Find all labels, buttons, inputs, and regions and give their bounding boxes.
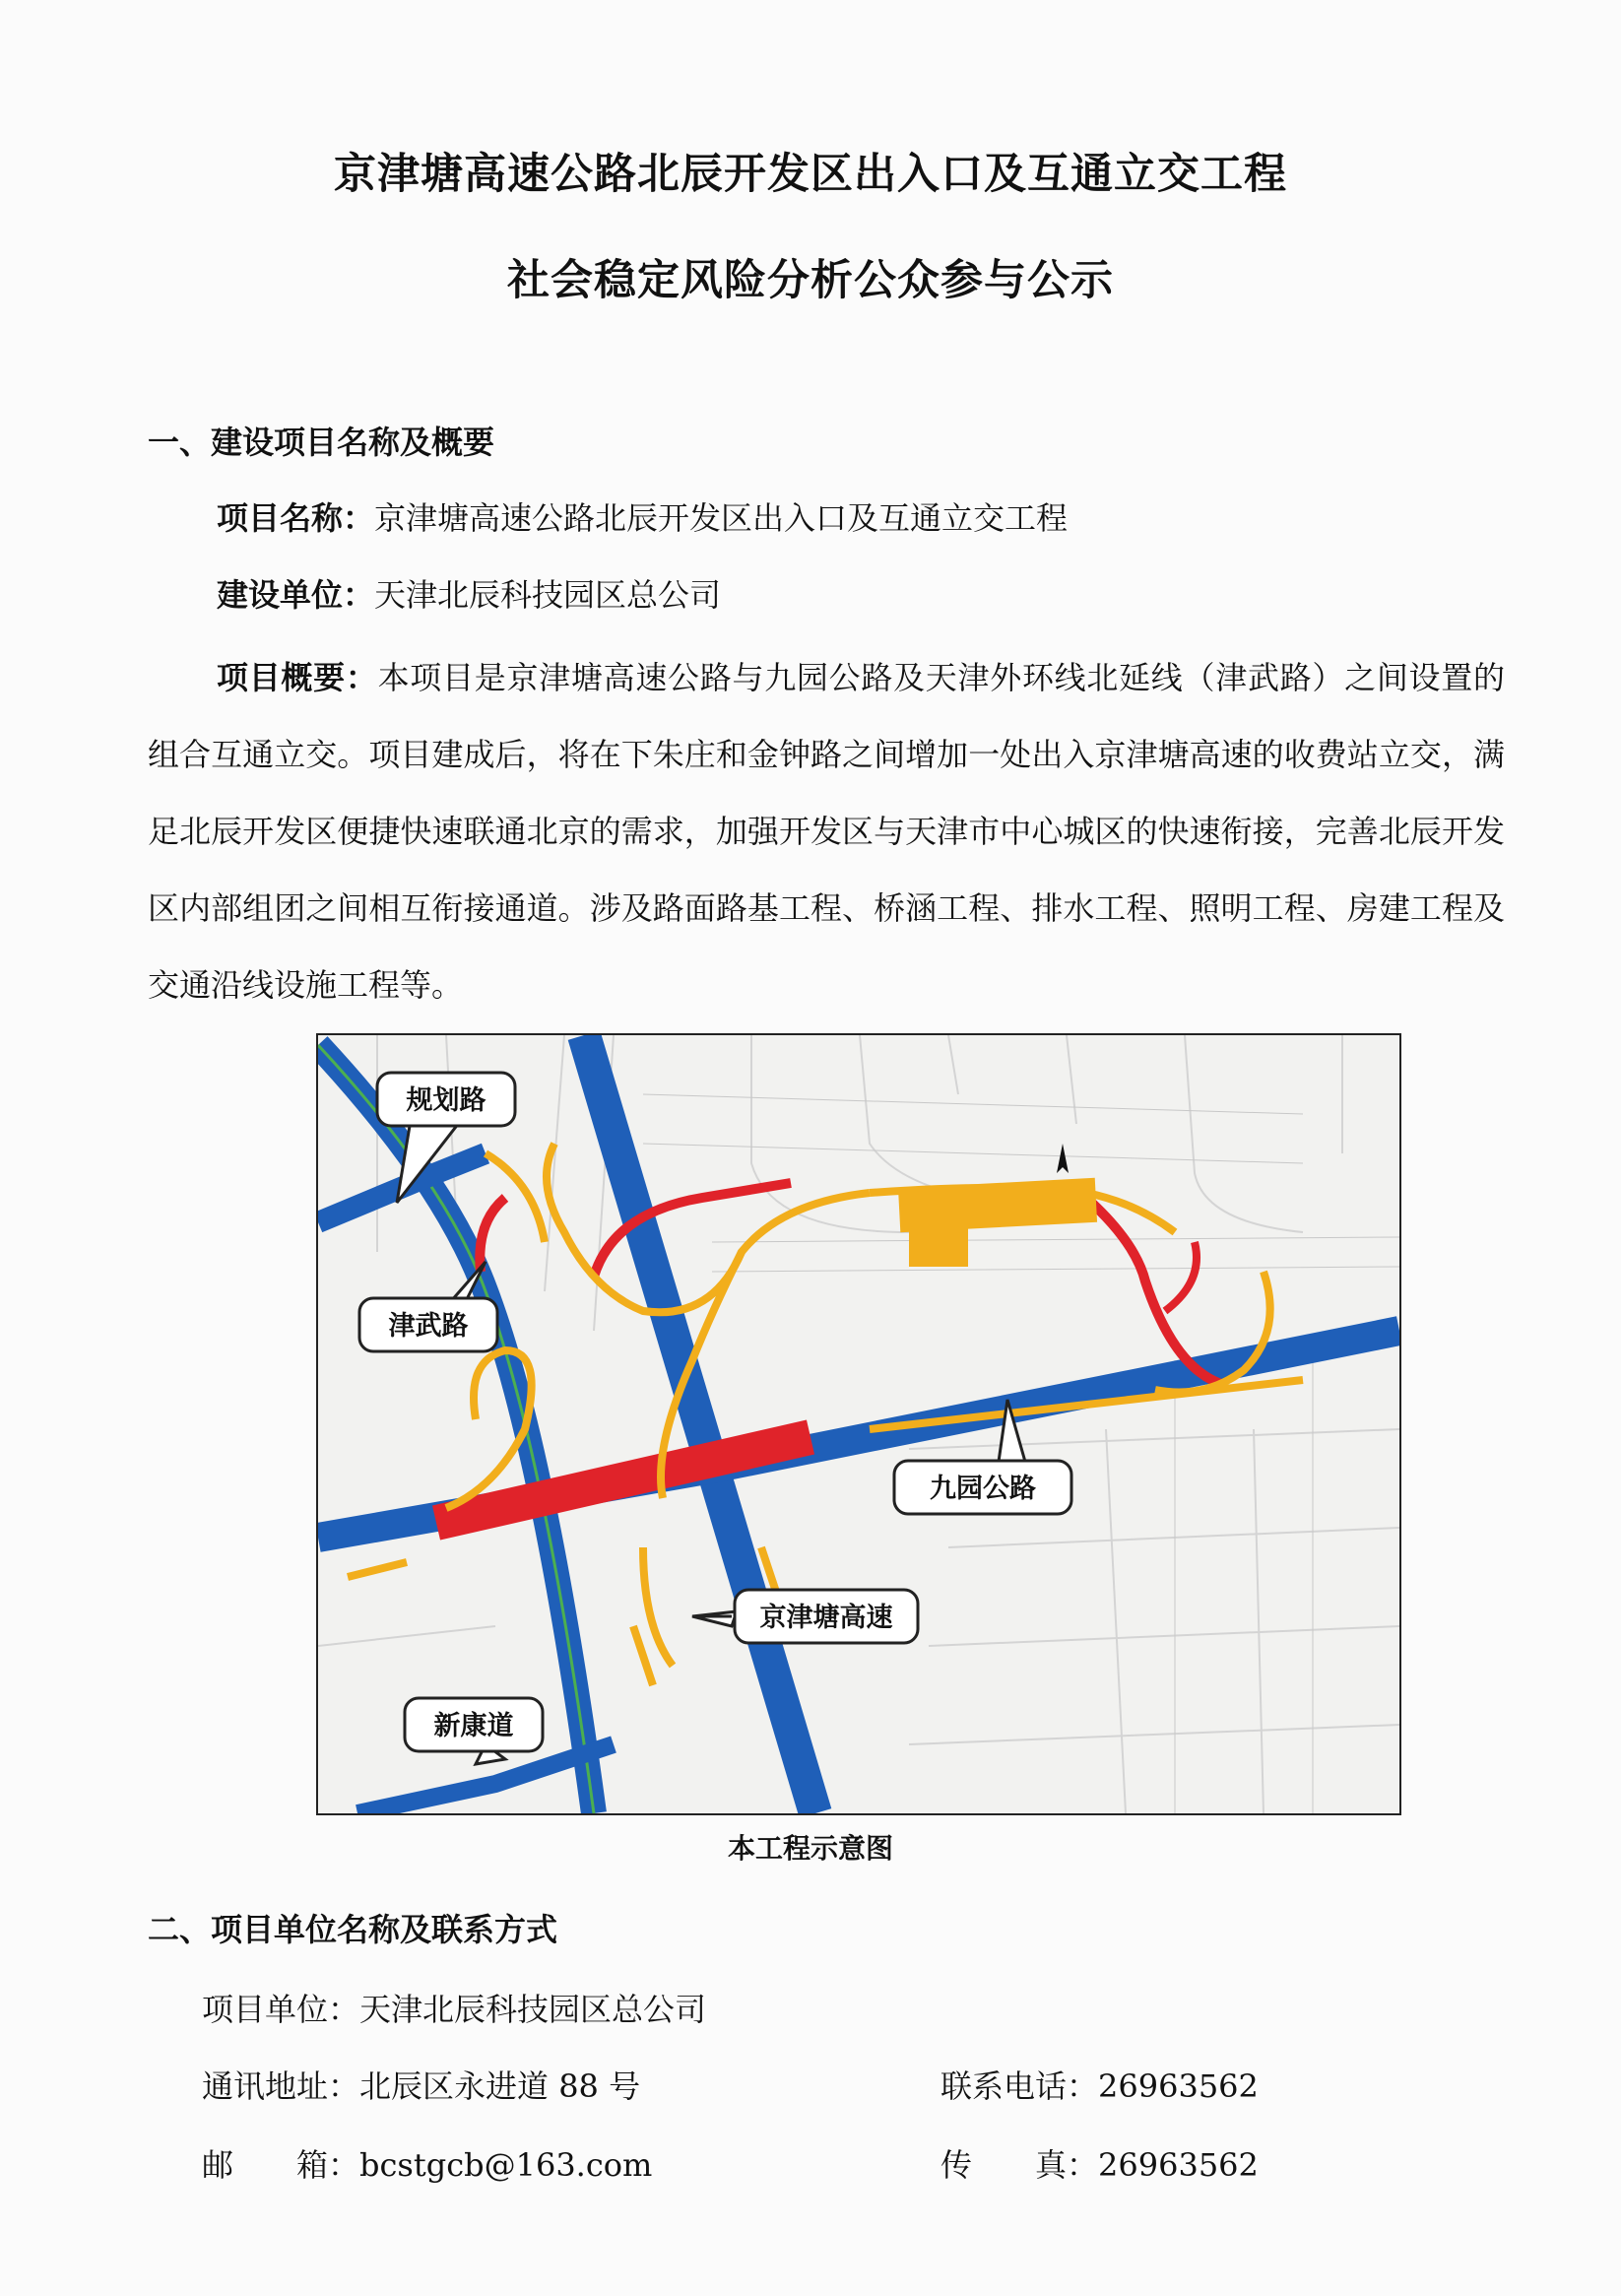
jingjintang-expressway-road [584,1035,815,1813]
fax-row [940,2140,1259,2186]
builder-row [217,557,721,633]
unit-label: 项目单位： [202,1991,360,2028]
unit-value: 天津北辰科技园区总公司 [359,1991,707,2028]
builder-label: 建设单位： [217,576,375,614]
email-label: 邮 箱： [202,2146,360,2184]
label-jingjintang [692,1590,918,1643]
label-jinwu-text: 津武路 [388,1311,469,1342]
ramp-red-4 [1165,1242,1197,1311]
ramp-red-2 [480,1198,505,1272]
phone-row [940,2062,1259,2107]
overview-text: 本项目是京津塘高速公路与九园公路及天津外环线北延线（津武路）之间设置的组合互通立交。项目建成后，将在下朱庄和金钟路之间增加一处出入京津塘高速的收费站立交，满足北辰开发区便捷快速联通北京的需求，加强开发区与天津市中心城区的快速衔接，完善北辰开发区内部组团之间相互衔接通道。涉及路面路基工程、桥涵工程、排水工程、照明工程、房建工程及交通沿线设施工程等。 [148,659,1505,1004]
project-name-value: 京津塘高速公路北辰开发区出入口及互通立交工程 [374,499,1069,537]
north-arrow-icon [1057,1144,1069,1173]
label-guihua-text: 规划路 [406,1085,486,1116]
label-jinwu [359,1262,497,1351]
label-jingjintang-text: 京津塘高速 [759,1603,893,1633]
label-xinkang-text: 新康道 [433,1711,514,1741]
project-name-label: 项目名称： [217,499,375,537]
map-caption: 本工程示意图 [727,1832,893,1865]
phone-label: 联系电话： [940,2067,1099,2105]
email-value: bcstgcb@163.com [359,2146,653,2184]
fax-value: 26963562 [1098,2146,1259,2184]
phone-value: 26963562 [1098,2067,1259,2105]
address-label: 通讯地址： [202,2067,360,2105]
label-jiuyuan-text: 九园公路 [930,1474,1036,1504]
project-schematic-map [316,1033,1401,1815]
title-line-1: 京津塘高速公路北辰开发区出入口及互通立交工程 [334,150,1287,199]
fax-label: 传 真： [940,2146,1099,2184]
unit-row [202,1985,706,2030]
project-name-row [217,480,1068,557]
builder-value: 天津北辰科技园区总公司 [374,576,722,614]
overview-label: 项目概要： [217,659,378,696]
email-row [202,2140,652,2186]
title-line-2: 社会稳定风险分析公众参与公示 [507,256,1114,305]
address-value: 北辰区永进道 88 号 [359,2067,641,2105]
label-xinkang [405,1698,543,1764]
section-1-heading: 一、建设项目名称及概要 [148,424,495,461]
overview-paragraph [148,639,1505,1023]
address-row [202,2062,640,2107]
toll-building [909,1227,968,1267]
section-2-heading: 二、项目单位名称及联系方式 [148,1911,558,1948]
map-drawing [318,1035,1399,1813]
